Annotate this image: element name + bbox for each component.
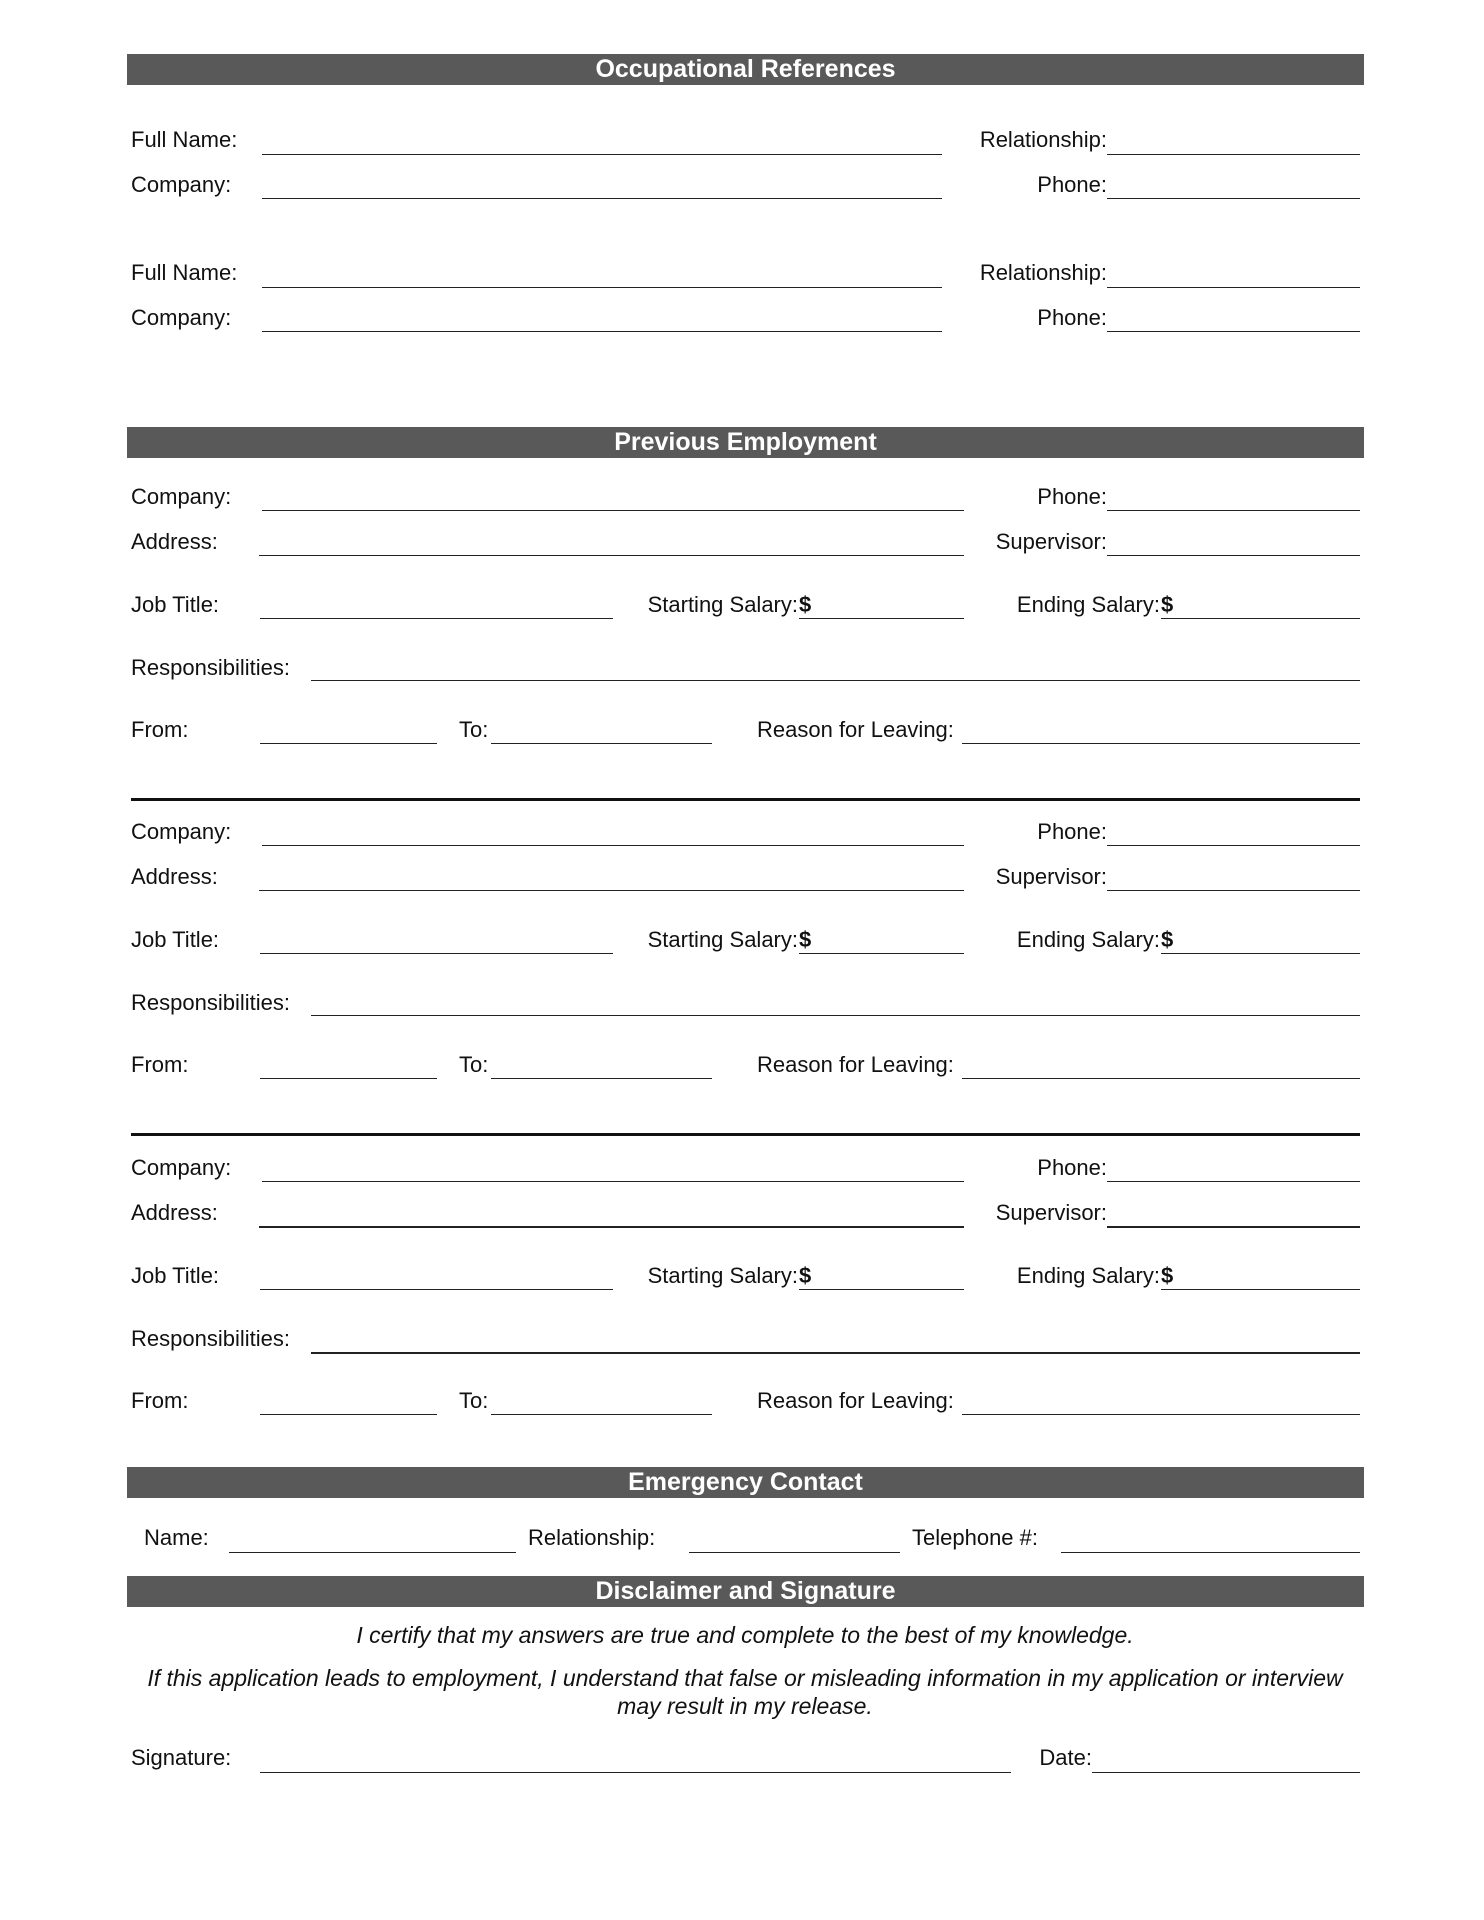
emp1-phone-field[interactable] [1107,510,1360,511]
emp3-address-field[interactable] [259,1226,964,1228]
occupational-references-header: Occupational References [127,54,1364,85]
emp2-job-title-field[interactable] [260,953,613,954]
emp2-reason-label: Reason for Leaving: [757,1052,954,1077]
emp2-address-field[interactable] [259,890,964,891]
emergency-telephone-field[interactable] [1061,1552,1360,1553]
ref2-relationship-field[interactable] [1107,287,1360,288]
emp2-phone-label: Phone: [1037,819,1107,844]
emp3-phone-label: Phone: [1037,1155,1107,1180]
emp3-starting-salary-currency: $ [799,1263,812,1288]
emp1-job-title-field[interactable] [260,618,613,619]
emp2-company-label: Company: [131,819,232,844]
emp2-to-field[interactable] [491,1078,712,1079]
emp3-starting-salary-field[interactable] [799,1289,964,1290]
emp2-phone-field[interactable] [1107,845,1360,846]
ref2-phone-field[interactable] [1107,331,1360,332]
date-field[interactable] [1092,1772,1360,1773]
emp3-reason-label: Reason for Leaving: [757,1388,954,1413]
emp1-reason-label: Reason for Leaving: [757,717,954,742]
emp3-responsibilities-field[interactable] [311,1352,1360,1354]
emp3-reason-field[interactable] [962,1414,1360,1415]
emp3-starting-salary-label: Starting Salary: [647,1263,798,1288]
ref2-relationship-label: Relationship: [979,260,1107,285]
emp3-to-field[interactable] [491,1414,712,1415]
ref2-full-name-field[interactable] [262,287,942,288]
emp2-from-label: From: [131,1052,189,1077]
ref1-phone-label: Phone: [1037,172,1107,197]
emp1-starting-salary-label: Starting Salary: [647,592,798,617]
ref2-company-field[interactable] [262,331,942,332]
emp2-from-field[interactable] [260,1078,437,1079]
emp3-company-label: Company: [131,1155,232,1180]
ref2-company-label: Company: [131,305,232,330]
ref1-full-name-field[interactable] [262,154,942,155]
date-label: Date: [1039,1745,1092,1770]
emp2-reason-field[interactable] [962,1078,1360,1079]
ref1-company-field[interactable] [262,198,942,199]
emp2-responsibilities-field[interactable] [311,1015,1360,1016]
ref1-relationship-field[interactable] [1107,154,1360,155]
employer-divider [131,798,1360,801]
emp2-supervisor-label: Supervisor: [995,864,1107,889]
emp2-responsibilities-label: Responsibilities: [131,990,290,1015]
emp2-supervisor-field[interactable] [1107,890,1360,891]
ref1-relationship-label: Relationship: [979,127,1107,152]
emp2-job-title-label: Job Title: [131,927,220,952]
emp1-ending-salary-field[interactable] [1161,618,1360,619]
emp1-supervisor-label: Supervisor: [995,529,1107,554]
emp3-address-label: Address: [131,1200,218,1225]
emp3-ending-salary-currency: $ [1161,1263,1174,1288]
emp2-starting-salary-currency: $ [799,927,812,952]
emergency-contact-header: Emergency Contact [127,1467,1364,1498]
employer-divider [131,1133,1360,1136]
emp3-company-field[interactable] [262,1181,964,1182]
emp1-reason-field[interactable] [962,743,1360,744]
disclaimer-header: Disclaimer and Signature [127,1576,1364,1607]
emp1-address-label: Address: [131,529,218,554]
emergency-name-field[interactable] [229,1552,516,1553]
ref1-phone-field[interactable] [1107,198,1360,199]
emergency-name-label: Name: [144,1525,209,1550]
emp1-company-field[interactable] [262,510,964,511]
emp2-to-label: To: [459,1052,489,1077]
emp3-to-label: To: [459,1388,489,1413]
emp3-supervisor-label: Supervisor: [995,1200,1107,1225]
emp2-address-label: Address: [131,864,218,889]
emp3-ending-salary-label: Ending Salary: [1016,1263,1160,1288]
emp2-ending-salary-field[interactable] [1161,953,1360,954]
emp1-address-field[interactable] [259,555,964,556]
emp1-from-field[interactable] [260,743,437,744]
ref2-full-name-label: Full Name: [131,260,238,285]
signature-label: Signature: [131,1745,232,1770]
ref2-phone-label: Phone: [1037,305,1107,330]
emp1-phone-label: Phone: [1037,484,1107,509]
emp1-ending-salary-currency: $ [1161,592,1174,617]
emp1-starting-salary-currency: $ [799,592,812,617]
emp3-from-label: From: [131,1388,189,1413]
emp3-responsibilities-label: Responsibilities: [131,1326,290,1351]
emp1-company-label: Company: [131,484,232,509]
emp3-from-field[interactable] [260,1414,437,1415]
ref1-full-name-label: Full Name: [131,127,238,152]
disclaimer-certify-text: I certify that my answers are true and complete to the best of my knowledge. [356,1622,1134,1648]
emergency-telephone-label: Telephone #: [912,1525,1038,1550]
emp2-company-field[interactable] [262,845,964,846]
emp2-ending-salary-label: Ending Salary: [1016,927,1160,952]
emp1-responsibilities-label: Responsibilities: [131,655,290,680]
emp2-starting-salary-label: Starting Salary: [647,927,798,952]
signature-field[interactable] [260,1772,1011,1773]
disclaimer-release-text: If this application leads to employment, I understand that false or misleading information in my application or interview may result in my release. [147,1665,1343,1719]
ref1-company-label: Company: [131,172,232,197]
emp1-to-field[interactable] [491,743,712,744]
emergency-relationship-label: Relationship: [528,1525,656,1550]
emp3-phone-field[interactable] [1107,1181,1360,1182]
emp2-starting-salary-field[interactable] [799,953,964,954]
emp1-from-label: From: [131,717,189,742]
emp2-ending-salary-currency: $ [1161,927,1174,952]
emp1-supervisor-field[interactable] [1107,555,1360,556]
emp3-job-title-field[interactable] [260,1289,613,1290]
previous-employment-header: Previous Employment [127,427,1364,458]
emp1-job-title-label: Job Title: [131,592,220,617]
emp1-starting-salary-field[interactable] [799,618,964,619]
emp3-supervisor-field[interactable] [1107,1226,1360,1228]
emp1-responsibilities-field[interactable] [311,680,1360,681]
emp3-ending-salary-field[interactable] [1161,1289,1360,1290]
emergency-relationship-field[interactable] [689,1552,900,1553]
emp1-to-label: To: [459,717,489,742]
emp3-job-title-label: Job Title: [131,1263,220,1288]
emp1-ending-salary-label: Ending Salary: [1016,592,1160,617]
